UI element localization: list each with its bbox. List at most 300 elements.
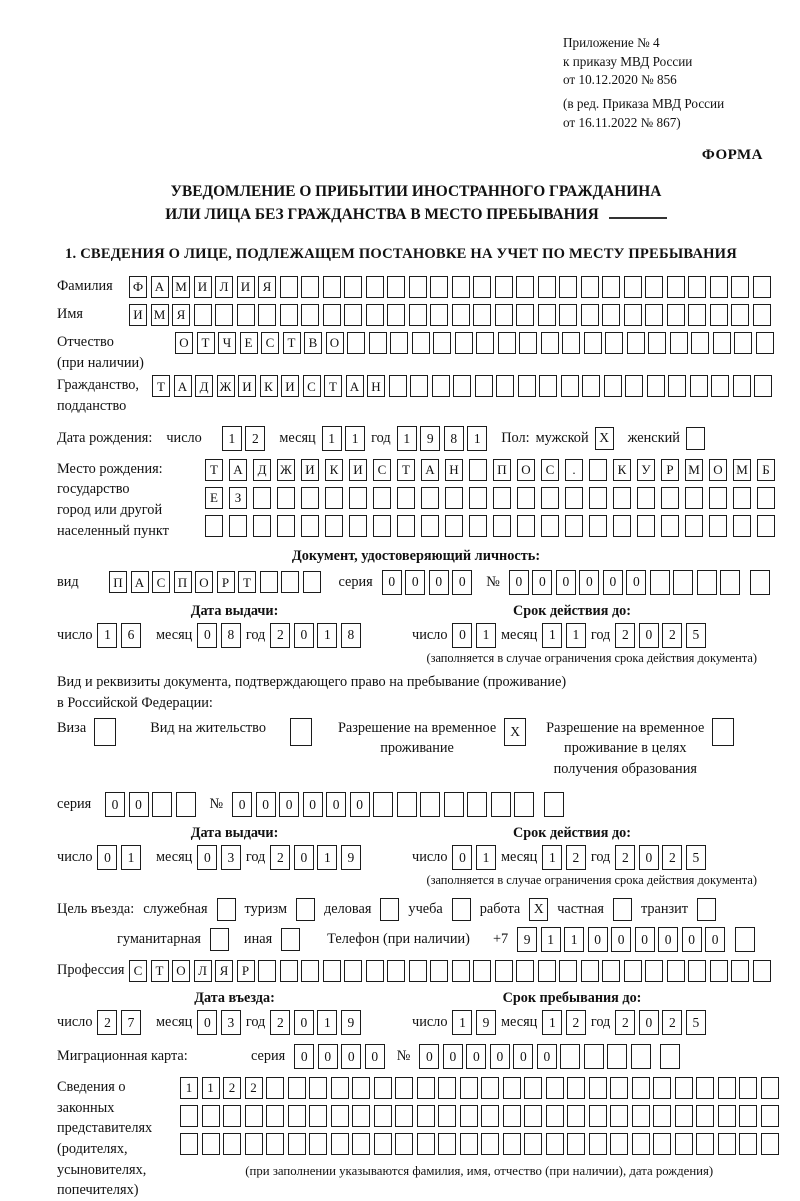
- char-cell[interactable]: [223, 1133, 241, 1155]
- char-cell[interactable]: И: [129, 304, 147, 326]
- char-cell[interactable]: [309, 1133, 327, 1155]
- char-cell[interactable]: 2: [615, 845, 635, 870]
- char-cell[interactable]: М: [172, 276, 190, 298]
- char-cell[interactable]: [733, 487, 751, 509]
- char-cell[interactable]: [229, 515, 247, 537]
- char-cell[interactable]: 9: [341, 1010, 361, 1035]
- char-cell[interactable]: [667, 276, 685, 298]
- char-cell[interactable]: [604, 375, 622, 397]
- char-cell[interactable]: 8: [341, 623, 361, 648]
- char-cell[interactable]: [344, 304, 362, 326]
- purpose-study-checkbox[interactable]: [452, 898, 471, 921]
- char-cell[interactable]: [560, 1044, 580, 1069]
- char-cell[interactable]: 0: [466, 1044, 486, 1069]
- char-cell[interactable]: [473, 960, 491, 982]
- char-cell[interactable]: [546, 1105, 564, 1127]
- char-cell[interactable]: М: [733, 459, 751, 481]
- char-cell[interactable]: У: [637, 459, 655, 481]
- purpose-private-checkbox[interactable]: [613, 898, 632, 921]
- char-cell[interactable]: Т: [397, 459, 415, 481]
- temp-residence-education-checkbox[interactable]: [712, 718, 734, 746]
- char-cell[interactable]: [624, 304, 642, 326]
- char-cell[interactable]: [632, 1077, 650, 1099]
- char-cell[interactable]: [491, 792, 511, 817]
- char-cell[interactable]: Т: [283, 332, 301, 354]
- char-cell[interactable]: С: [129, 960, 147, 982]
- char-cell[interactable]: [602, 960, 620, 982]
- char-cell[interactable]: 6: [121, 623, 141, 648]
- char-cell[interactable]: 0: [588, 927, 608, 952]
- char-cell[interactable]: [675, 1077, 693, 1099]
- char-cell[interactable]: [718, 1133, 736, 1155]
- char-cell[interactable]: [653, 1105, 671, 1127]
- char-cell[interactable]: [374, 1133, 392, 1155]
- char-cell[interactable]: [731, 276, 749, 298]
- char-cell[interactable]: С: [541, 459, 559, 481]
- char-cell[interactable]: Л: [215, 276, 233, 298]
- char-cell[interactable]: 0: [509, 570, 529, 595]
- char-cell[interactable]: 1: [97, 623, 117, 648]
- purpose-tourism-checkbox[interactable]: [296, 898, 315, 921]
- char-cell[interactable]: [589, 459, 607, 481]
- char-cell[interactable]: [473, 276, 491, 298]
- char-cell[interactable]: [582, 375, 600, 397]
- char-cell[interactable]: [631, 1044, 651, 1069]
- char-cell[interactable]: О: [195, 571, 213, 593]
- char-cell[interactable]: 1: [542, 845, 562, 870]
- char-cell[interactable]: [602, 304, 620, 326]
- char-cell[interactable]: [645, 304, 663, 326]
- char-cell[interactable]: [709, 515, 727, 537]
- char-cell[interactable]: С: [303, 375, 321, 397]
- char-cell[interactable]: [493, 515, 511, 537]
- char-cell[interactable]: [366, 276, 384, 298]
- purpose-business-checkbox[interactable]: [380, 898, 399, 921]
- char-cell[interactable]: [607, 1044, 627, 1069]
- char-cell[interactable]: [546, 1133, 564, 1155]
- char-cell[interactable]: [734, 332, 752, 354]
- char-cell[interactable]: [733, 515, 751, 537]
- char-cell[interactable]: [397, 515, 415, 537]
- char-cell[interactable]: 0: [635, 927, 655, 952]
- char-cell[interactable]: [323, 960, 341, 982]
- char-cell[interactable]: 1: [317, 623, 337, 648]
- char-cell[interactable]: [567, 1133, 585, 1155]
- char-cell[interactable]: 2: [662, 845, 682, 870]
- char-cell[interactable]: 2: [566, 1010, 586, 1035]
- char-cell[interactable]: [288, 1105, 306, 1127]
- char-cell[interactable]: 1: [476, 845, 496, 870]
- char-cell[interactable]: [709, 487, 727, 509]
- char-cell[interactable]: И: [194, 276, 212, 298]
- char-cell[interactable]: 0: [318, 1044, 338, 1069]
- char-cell[interactable]: [739, 1133, 757, 1155]
- char-cell[interactable]: 9: [341, 845, 361, 870]
- char-cell[interactable]: [761, 1133, 779, 1155]
- char-cell[interactable]: [369, 332, 387, 354]
- char-cell[interactable]: [516, 304, 534, 326]
- char-cell[interactable]: [516, 276, 534, 298]
- char-cell[interactable]: 8: [444, 426, 464, 451]
- char-cell[interactable]: 0: [294, 845, 314, 870]
- char-cell[interactable]: [469, 515, 487, 537]
- char-cell[interactable]: [673, 570, 693, 595]
- char-cell[interactable]: [349, 487, 367, 509]
- char-cell[interactable]: [735, 927, 755, 952]
- char-cell[interactable]: [202, 1105, 220, 1127]
- char-cell[interactable]: [754, 375, 772, 397]
- char-cell[interactable]: С: [373, 459, 391, 481]
- char-cell[interactable]: [481, 1133, 499, 1155]
- char-cell[interactable]: [438, 1105, 456, 1127]
- char-cell[interactable]: [503, 1133, 521, 1155]
- char-cell[interactable]: [301, 487, 319, 509]
- char-cell[interactable]: [711, 375, 729, 397]
- char-cell[interactable]: 2: [615, 623, 635, 648]
- char-cell[interactable]: 0: [382, 570, 402, 595]
- char-cell[interactable]: [389, 375, 407, 397]
- char-cell[interactable]: 0: [626, 570, 646, 595]
- char-cell[interactable]: М: [685, 459, 703, 481]
- char-cell[interactable]: И: [301, 459, 319, 481]
- char-cell[interactable]: [647, 375, 665, 397]
- char-cell[interactable]: [498, 332, 516, 354]
- char-cell[interactable]: [352, 1077, 370, 1099]
- char-cell[interactable]: 1: [345, 426, 365, 451]
- char-cell[interactable]: Б: [757, 459, 775, 481]
- char-cell[interactable]: [562, 332, 580, 354]
- char-cell[interactable]: 0: [256, 792, 276, 817]
- char-cell[interactable]: 7: [121, 1010, 141, 1035]
- char-cell[interactable]: [503, 1077, 521, 1099]
- char-cell[interactable]: 0: [294, 1010, 314, 1035]
- char-cell[interactable]: [753, 276, 771, 298]
- sex-female-checkbox[interactable]: [686, 427, 705, 450]
- char-cell[interactable]: Д: [253, 459, 271, 481]
- char-cell[interactable]: 5: [686, 1010, 706, 1035]
- char-cell[interactable]: И: [238, 375, 256, 397]
- char-cell[interactable]: 0: [197, 623, 217, 648]
- char-cell[interactable]: К: [613, 459, 631, 481]
- char-cell[interactable]: [538, 276, 556, 298]
- char-cell[interactable]: [280, 960, 298, 982]
- char-cell[interactable]: 0: [365, 1044, 385, 1069]
- char-cell[interactable]: [637, 487, 655, 509]
- purpose-transit-checkbox[interactable]: [697, 898, 716, 921]
- char-cell[interactable]: 1: [180, 1077, 198, 1099]
- char-cell[interactable]: [675, 1105, 693, 1127]
- char-cell[interactable]: 0: [232, 792, 252, 817]
- char-cell[interactable]: Я: [215, 960, 233, 982]
- char-cell[interactable]: 1: [542, 1010, 562, 1035]
- char-cell[interactable]: [637, 515, 655, 537]
- char-cell[interactable]: [288, 1077, 306, 1099]
- char-cell[interactable]: [731, 960, 749, 982]
- char-cell[interactable]: 2: [662, 623, 682, 648]
- char-cell[interactable]: 0: [532, 570, 552, 595]
- purpose-other-checkbox[interactable]: [281, 928, 300, 951]
- char-cell[interactable]: [697, 570, 717, 595]
- char-cell[interactable]: [541, 487, 559, 509]
- char-cell[interactable]: И: [349, 459, 367, 481]
- char-cell[interactable]: [565, 515, 583, 537]
- char-cell[interactable]: 0: [537, 1044, 557, 1069]
- char-cell[interactable]: 2: [270, 1010, 290, 1035]
- char-cell[interactable]: [518, 375, 536, 397]
- char-cell[interactable]: [395, 1133, 413, 1155]
- char-cell[interactable]: К: [260, 375, 278, 397]
- char-cell[interactable]: 1: [542, 623, 562, 648]
- char-cell[interactable]: [373, 792, 393, 817]
- char-cell[interactable]: 2: [223, 1077, 241, 1099]
- char-cell[interactable]: [469, 487, 487, 509]
- char-cell[interactable]: 0: [129, 792, 149, 817]
- char-cell[interactable]: 9: [420, 426, 440, 451]
- char-cell[interactable]: [524, 1105, 542, 1127]
- char-cell[interactable]: [430, 304, 448, 326]
- char-cell[interactable]: [753, 304, 771, 326]
- char-cell[interactable]: 0: [443, 1044, 463, 1069]
- char-cell[interactable]: 1: [564, 927, 584, 952]
- char-cell[interactable]: 0: [279, 792, 299, 817]
- char-cell[interactable]: [387, 960, 405, 982]
- char-cell[interactable]: О: [172, 960, 190, 982]
- char-cell[interactable]: 1: [397, 426, 417, 451]
- char-cell[interactable]: [460, 1105, 478, 1127]
- char-cell[interactable]: [417, 1105, 435, 1127]
- char-cell[interactable]: [559, 960, 577, 982]
- char-cell[interactable]: [753, 960, 771, 982]
- char-cell[interactable]: И: [237, 276, 255, 298]
- char-cell[interactable]: 1: [222, 426, 242, 451]
- char-cell[interactable]: 3: [221, 845, 241, 870]
- char-cell[interactable]: 3: [221, 1010, 241, 1035]
- char-cell[interactable]: [390, 332, 408, 354]
- char-cell[interactable]: 1: [541, 927, 561, 952]
- char-cell[interactable]: [325, 515, 343, 537]
- char-cell[interactable]: 2: [245, 1077, 263, 1099]
- char-cell[interactable]: [538, 304, 556, 326]
- char-cell[interactable]: 2: [662, 1010, 682, 1035]
- residence-permit-checkbox[interactable]: [290, 718, 312, 746]
- char-cell[interactable]: [475, 375, 493, 397]
- char-cell[interactable]: [176, 792, 196, 817]
- char-cell[interactable]: [395, 1077, 413, 1099]
- char-cell[interactable]: [453, 375, 471, 397]
- char-cell[interactable]: И: [281, 375, 299, 397]
- char-cell[interactable]: .: [565, 459, 583, 481]
- char-cell[interactable]: [455, 332, 473, 354]
- char-cell[interactable]: [277, 487, 295, 509]
- char-cell[interactable]: [344, 276, 362, 298]
- char-cell[interactable]: [444, 792, 464, 817]
- char-cell[interactable]: [691, 332, 709, 354]
- char-cell[interactable]: [660, 1044, 680, 1069]
- char-cell[interactable]: 5: [686, 623, 706, 648]
- char-cell[interactable]: [541, 332, 559, 354]
- char-cell[interactable]: Д: [195, 375, 213, 397]
- char-cell[interactable]: [445, 487, 463, 509]
- char-cell[interactable]: [589, 515, 607, 537]
- char-cell[interactable]: [417, 1077, 435, 1099]
- char-cell[interactable]: [410, 375, 428, 397]
- char-cell[interactable]: [460, 1077, 478, 1099]
- char-cell[interactable]: [661, 487, 679, 509]
- char-cell[interactable]: 0: [639, 623, 659, 648]
- char-cell[interactable]: [733, 375, 751, 397]
- char-cell[interactable]: [397, 792, 417, 817]
- char-cell[interactable]: 2: [270, 623, 290, 648]
- char-cell[interactable]: 0: [639, 1010, 659, 1035]
- char-cell[interactable]: [245, 1133, 263, 1155]
- char-cell[interactable]: О: [326, 332, 344, 354]
- char-cell[interactable]: [605, 332, 623, 354]
- char-cell[interactable]: [524, 1133, 542, 1155]
- char-cell[interactable]: [516, 960, 534, 982]
- char-cell[interactable]: [438, 1077, 456, 1099]
- char-cell[interactable]: [688, 304, 706, 326]
- char-cell[interactable]: 1: [317, 1010, 337, 1035]
- char-cell[interactable]: 2: [566, 845, 586, 870]
- char-cell[interactable]: [756, 332, 774, 354]
- char-cell[interactable]: [495, 304, 513, 326]
- char-cell[interactable]: 0: [603, 570, 623, 595]
- char-cell[interactable]: [503, 1105, 521, 1127]
- char-cell[interactable]: [481, 1077, 499, 1099]
- char-cell[interactable]: [349, 515, 367, 537]
- char-cell[interactable]: П: [109, 571, 127, 593]
- char-cell[interactable]: [347, 332, 365, 354]
- char-cell[interactable]: Е: [205, 487, 223, 509]
- char-cell[interactable]: 9: [476, 1010, 496, 1035]
- char-cell[interactable]: 0: [197, 845, 217, 870]
- char-cell[interactable]: [589, 487, 607, 509]
- char-cell[interactable]: [366, 304, 384, 326]
- char-cell[interactable]: Ч: [218, 332, 236, 354]
- char-cell[interactable]: [696, 1105, 714, 1127]
- char-cell[interactable]: [266, 1133, 284, 1155]
- purpose-humanitarian-checkbox[interactable]: [210, 928, 229, 951]
- char-cell[interactable]: [352, 1133, 370, 1155]
- char-cell[interactable]: [430, 960, 448, 982]
- char-cell[interactable]: [688, 276, 706, 298]
- char-cell[interactable]: Т: [324, 375, 342, 397]
- char-cell[interactable]: Т: [197, 332, 215, 354]
- char-cell[interactable]: [645, 960, 663, 982]
- char-cell[interactable]: [648, 332, 666, 354]
- char-cell[interactable]: [467, 792, 487, 817]
- char-cell[interactable]: 2: [245, 426, 265, 451]
- char-cell[interactable]: 0: [350, 792, 370, 817]
- char-cell[interactable]: [445, 515, 463, 537]
- char-cell[interactable]: 0: [326, 792, 346, 817]
- char-cell[interactable]: [720, 570, 740, 595]
- char-cell[interactable]: А: [421, 459, 439, 481]
- char-cell[interactable]: [258, 960, 276, 982]
- char-cell[interactable]: [245, 1105, 263, 1127]
- char-cell[interactable]: А: [174, 375, 192, 397]
- char-cell[interactable]: К: [325, 459, 343, 481]
- char-cell[interactable]: [387, 304, 405, 326]
- char-cell[interactable]: [280, 304, 298, 326]
- char-cell[interactable]: [352, 1105, 370, 1127]
- char-cell[interactable]: [325, 487, 343, 509]
- char-cell[interactable]: [581, 304, 599, 326]
- char-cell[interactable]: [546, 1077, 564, 1099]
- char-cell[interactable]: Т: [152, 375, 170, 397]
- char-cell[interactable]: [432, 375, 450, 397]
- char-cell[interactable]: 0: [197, 1010, 217, 1035]
- char-cell[interactable]: [589, 1133, 607, 1155]
- char-cell[interactable]: [344, 960, 362, 982]
- char-cell[interactable]: [559, 304, 577, 326]
- char-cell[interactable]: 2: [270, 845, 290, 870]
- char-cell[interactable]: [761, 1077, 779, 1099]
- char-cell[interactable]: З: [229, 487, 247, 509]
- char-cell[interactable]: [645, 276, 663, 298]
- purpose-work-checkbox[interactable]: X: [529, 898, 548, 921]
- char-cell[interactable]: Н: [367, 375, 385, 397]
- char-cell[interactable]: [331, 1077, 349, 1099]
- char-cell[interactable]: [481, 1105, 499, 1127]
- char-cell[interactable]: [237, 304, 255, 326]
- char-cell[interactable]: [632, 1133, 650, 1155]
- char-cell[interactable]: [495, 276, 513, 298]
- char-cell[interactable]: [541, 515, 559, 537]
- char-cell[interactable]: [452, 960, 470, 982]
- char-cell[interactable]: [559, 276, 577, 298]
- char-cell[interactable]: С: [152, 571, 170, 593]
- char-cell[interactable]: [613, 515, 631, 537]
- char-cell[interactable]: [750, 570, 770, 595]
- char-cell[interactable]: 0: [556, 570, 576, 595]
- char-cell[interactable]: [309, 1077, 327, 1099]
- char-cell[interactable]: [668, 375, 686, 397]
- char-cell[interactable]: [374, 1105, 392, 1127]
- temp-residence-checkbox[interactable]: X: [504, 718, 526, 746]
- char-cell[interactable]: [584, 1044, 604, 1069]
- sex-male-checkbox[interactable]: X: [595, 427, 614, 450]
- char-cell[interactable]: [205, 515, 223, 537]
- char-cell[interactable]: [469, 459, 487, 481]
- char-cell[interactable]: 0: [303, 792, 323, 817]
- char-cell[interactable]: 0: [429, 570, 449, 595]
- char-cell[interactable]: Я: [172, 304, 190, 326]
- char-cell[interactable]: [493, 487, 511, 509]
- char-cell[interactable]: 0: [513, 1044, 533, 1069]
- char-cell[interactable]: [301, 276, 319, 298]
- char-cell[interactable]: [624, 960, 642, 982]
- char-cell[interactable]: [710, 276, 728, 298]
- char-cell[interactable]: 1: [322, 426, 342, 451]
- char-cell[interactable]: [373, 487, 391, 509]
- char-cell[interactable]: Р: [237, 960, 255, 982]
- char-cell[interactable]: [409, 304, 427, 326]
- char-cell[interactable]: [331, 1105, 349, 1127]
- char-cell[interactable]: Н: [445, 459, 463, 481]
- char-cell[interactable]: [409, 276, 427, 298]
- char-cell[interactable]: [667, 304, 685, 326]
- char-cell[interactable]: [496, 375, 514, 397]
- char-cell[interactable]: [757, 487, 775, 509]
- visa-checkbox[interactable]: [94, 718, 116, 746]
- char-cell[interactable]: [253, 487, 271, 509]
- char-cell[interactable]: 0: [294, 623, 314, 648]
- char-cell[interactable]: [675, 1133, 693, 1155]
- char-cell[interactable]: [544, 792, 564, 817]
- char-cell[interactable]: [301, 515, 319, 537]
- char-cell[interactable]: 0: [705, 927, 725, 952]
